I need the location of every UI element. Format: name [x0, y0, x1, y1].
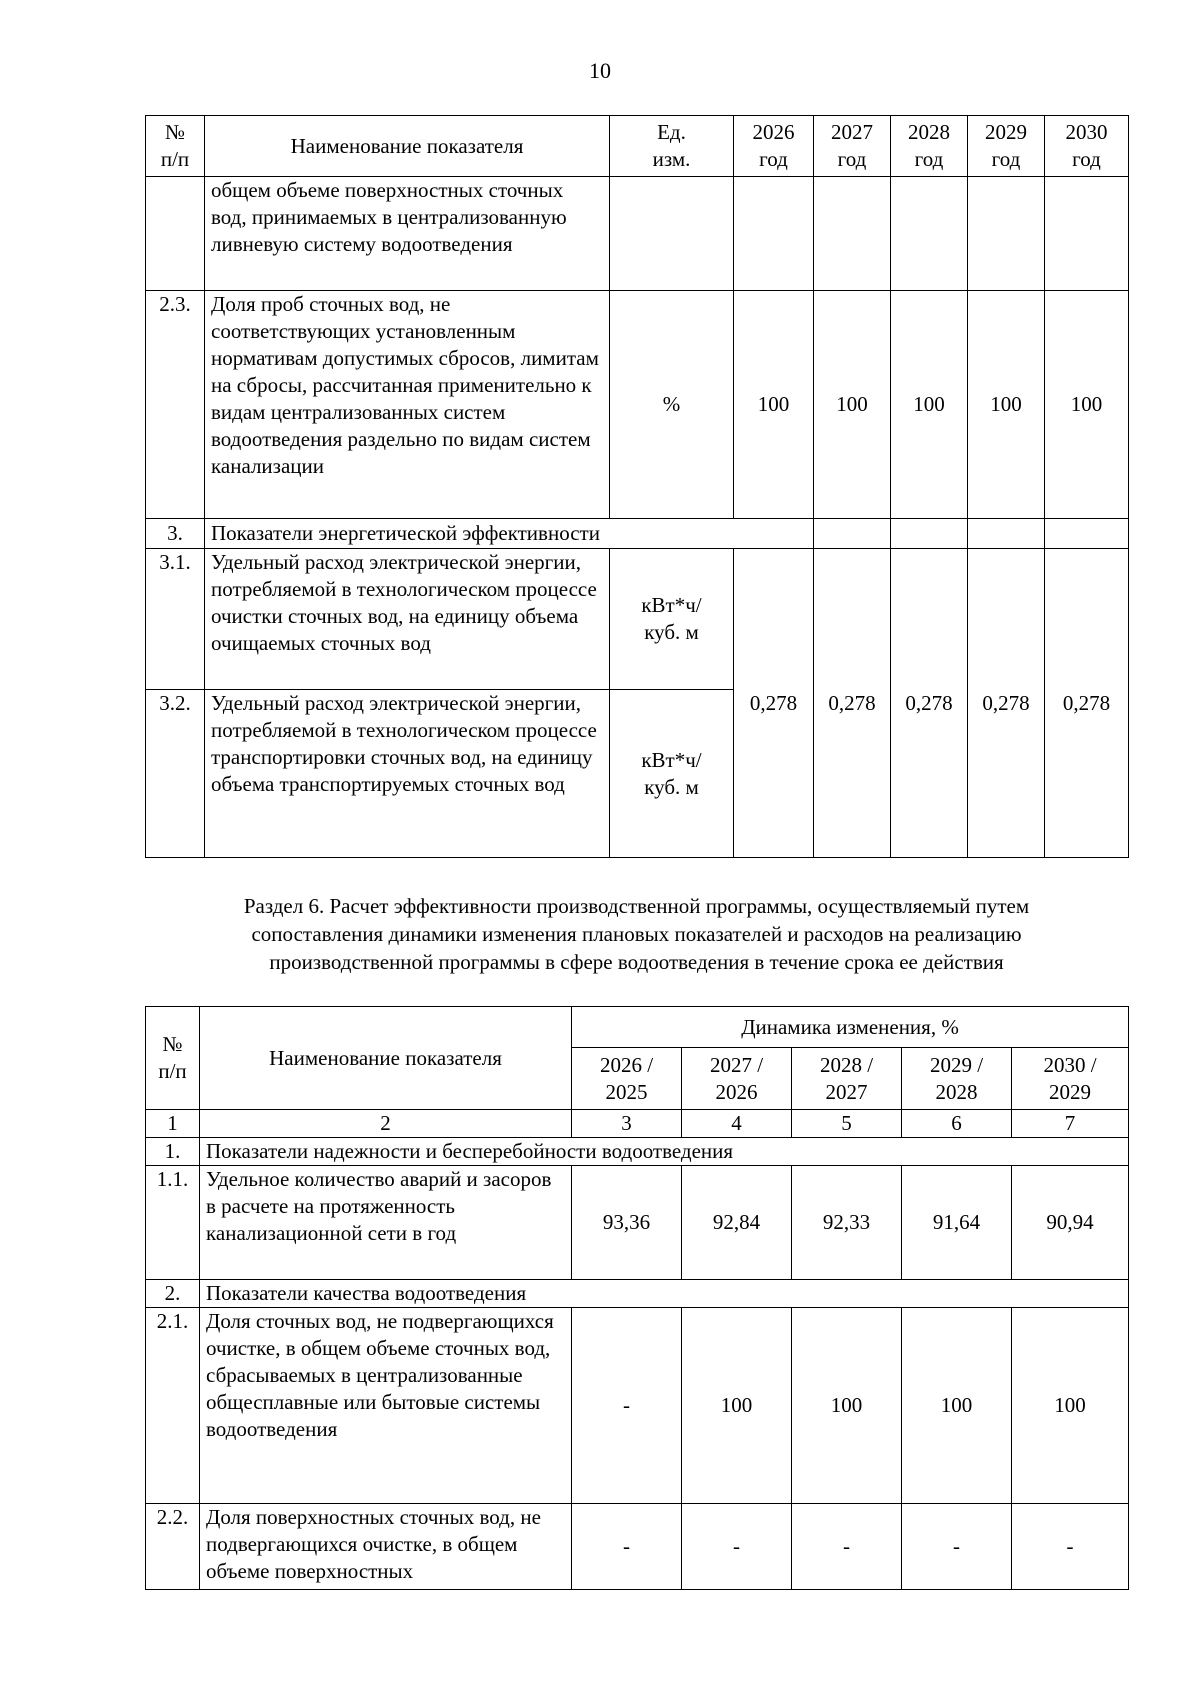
page-number: 10 [589, 58, 611, 83]
value-cell: - [572, 1308, 682, 1504]
value-cell: - [682, 1504, 792, 1590]
value-cell-merged: 0,278 [1045, 549, 1129, 858]
value-cell: 100 [682, 1308, 792, 1504]
header-year: 2026 год [734, 116, 814, 177]
value-cell [814, 177, 891, 291]
header-dynamics: Динамика изменения, % [572, 1007, 1129, 1048]
indicator-name: Доля поверхностных сточных вод, не подвергающихся очистке, в общем объеме поверхностных [200, 1504, 572, 1590]
indicators-table-continued [145, 115, 1129, 858]
value-cell [968, 519, 1045, 549]
value-cell: 100 [792, 1308, 902, 1504]
column-number-row [146, 1110, 1129, 1138]
value-cell: 91,64 [902, 1166, 1012, 1280]
header-period: 2027 / 2026 [682, 1048, 792, 1110]
value-cell: 100 [1012, 1308, 1129, 1504]
value-cell: 100 [1045, 291, 1129, 519]
value-cell-merged: 0,278 [734, 549, 814, 858]
row-number: 1. [146, 1138, 200, 1166]
value-cell [1045, 177, 1129, 291]
value-cell-merged: 0,278 [968, 549, 1045, 858]
table1-header-row [146, 116, 1129, 177]
indicator-name: Доля сточных вод, не подвергающихся очистке, в общем объеме сточных вод, сбрасываемых в централизованные общесплавные или бытовые системы водоотведения [200, 1308, 572, 1504]
header-period: 2026 / 2025 [572, 1048, 682, 1110]
value-cell: 100 [902, 1308, 1012, 1504]
unit-cell: кВт*ч/ куб. м [610, 549, 734, 690]
header-period: 2029 / 2028 [902, 1048, 1012, 1110]
table-row [146, 291, 1129, 519]
section-title: Показатели надежности и бесперебойности водоотведения [200, 1138, 1129, 1166]
value-cell: 93,36 [572, 1166, 682, 1280]
row-number: 2.3. [146, 291, 205, 519]
value-cell: - [572, 1504, 682, 1590]
row-number: 2.2. [146, 1504, 200, 1590]
row-number: 3. [146, 519, 205, 549]
value-cell: 92,84 [682, 1166, 792, 1280]
column-number: 3 [572, 1110, 682, 1138]
value-cell [734, 177, 814, 291]
unit-cell: % [610, 291, 734, 519]
table-row [146, 549, 1129, 690]
header-year: 2029 год [968, 116, 1045, 177]
header-period: 2030 / 2029 [1012, 1048, 1129, 1110]
header-year: 2028 год [891, 116, 968, 177]
indicator-name: Удельный расход электрической энергии, потребляемой в технологическом процессе очистки сточных вод, на единицу объема очищаемых сточных вод [205, 549, 610, 690]
unit-cell: кВт*ч/ куб. м [610, 690, 734, 858]
row-number: 3.1. [146, 549, 205, 690]
indicator-name: общем объеме поверхностных сточных вод, принимаемых в централизованную ливневую систему водоотведения [205, 177, 610, 291]
row-number: 2. [146, 1280, 200, 1308]
header-indicator-name: Наименование показателя [205, 116, 610, 177]
section-row [146, 1138, 1129, 1166]
indicator-name: Доля проб сточных вод, не соответствующих установленным нормативам допустимых сбросов, лимитам на сбросы, рассчитанная применительно к видам централизованных систем водоотведения раздельно по видам систем канализации [205, 291, 610, 519]
header-year: 2027 год [814, 116, 891, 177]
value-cell [814, 519, 891, 549]
indicator-name: Удельное количество аварий и засоров в расчете на протяженность канализационной сети в год [200, 1166, 572, 1280]
row-number: 1.1. [146, 1166, 200, 1280]
column-number: 6 [902, 1110, 1012, 1138]
table-row [146, 1166, 1129, 1280]
column-number: 1 [146, 1110, 200, 1138]
table-row [146, 177, 1129, 291]
row-number: 2.1. [146, 1308, 200, 1504]
efficiency-dynamics-table [145, 1006, 1129, 1590]
section-row [146, 519, 1129, 549]
value-cell: 100 [814, 291, 891, 519]
section-row [146, 1280, 1129, 1308]
value-cell: - [1012, 1504, 1129, 1590]
header-year: 2030 год [1045, 116, 1129, 177]
value-cell: - [792, 1504, 902, 1590]
indicator-name: Удельный расход электрической энергии, потребляемой в технологическом процессе транспортировки сточных вод, на единицу объема транспортируемых сточных вод [205, 690, 610, 858]
header-period: 2028 / 2027 [792, 1048, 902, 1110]
column-number: 2 [200, 1110, 572, 1138]
header-indicator-name: Наименование показателя [200, 1007, 572, 1110]
value-cell: 100 [968, 291, 1045, 519]
value-cell: 100 [734, 291, 814, 519]
row-number: 3.2. [146, 690, 205, 858]
column-number: 5 [792, 1110, 902, 1138]
value-cell [968, 177, 1045, 291]
column-number: 4 [682, 1110, 792, 1138]
table-row [146, 1504, 1129, 1590]
section-heading-line: производственной программы в сфере водоотведения в течение срока ее действия [269, 950, 1004, 974]
section-heading-line: Раздел 6. Расчет эффективности производственной программы, осуществляемый путем [243, 894, 1030, 918]
value-cell: 100 [891, 291, 968, 519]
value-cell: - [902, 1504, 1012, 1590]
unit-cell [610, 177, 734, 291]
value-cell: 90,94 [1012, 1166, 1129, 1280]
row-number [146, 177, 205, 291]
section-heading [145, 892, 1128, 976]
column-number: 7 [1012, 1110, 1129, 1138]
section-heading-line: сопоставления динамики изменения плановых показателей и расходов на реализацию [251, 922, 1022, 946]
value-cell [891, 177, 968, 291]
value-cell [891, 519, 968, 549]
value-cell-merged: 0,278 [814, 549, 891, 858]
section-title: Показатели качества водоотведения [200, 1280, 1129, 1308]
header-unit: Ед. изм. [610, 116, 734, 177]
header-number: № п/п [146, 116, 205, 177]
header-number: № п/п [146, 1007, 200, 1110]
section-title: Показатели энергетической эффективности [205, 519, 814, 549]
value-cell [1045, 519, 1129, 549]
value-cell: 92,33 [792, 1166, 902, 1280]
value-cell-merged: 0,278 [891, 549, 968, 858]
table2-header-row [146, 1007, 1129, 1048]
table-row [146, 1308, 1129, 1504]
